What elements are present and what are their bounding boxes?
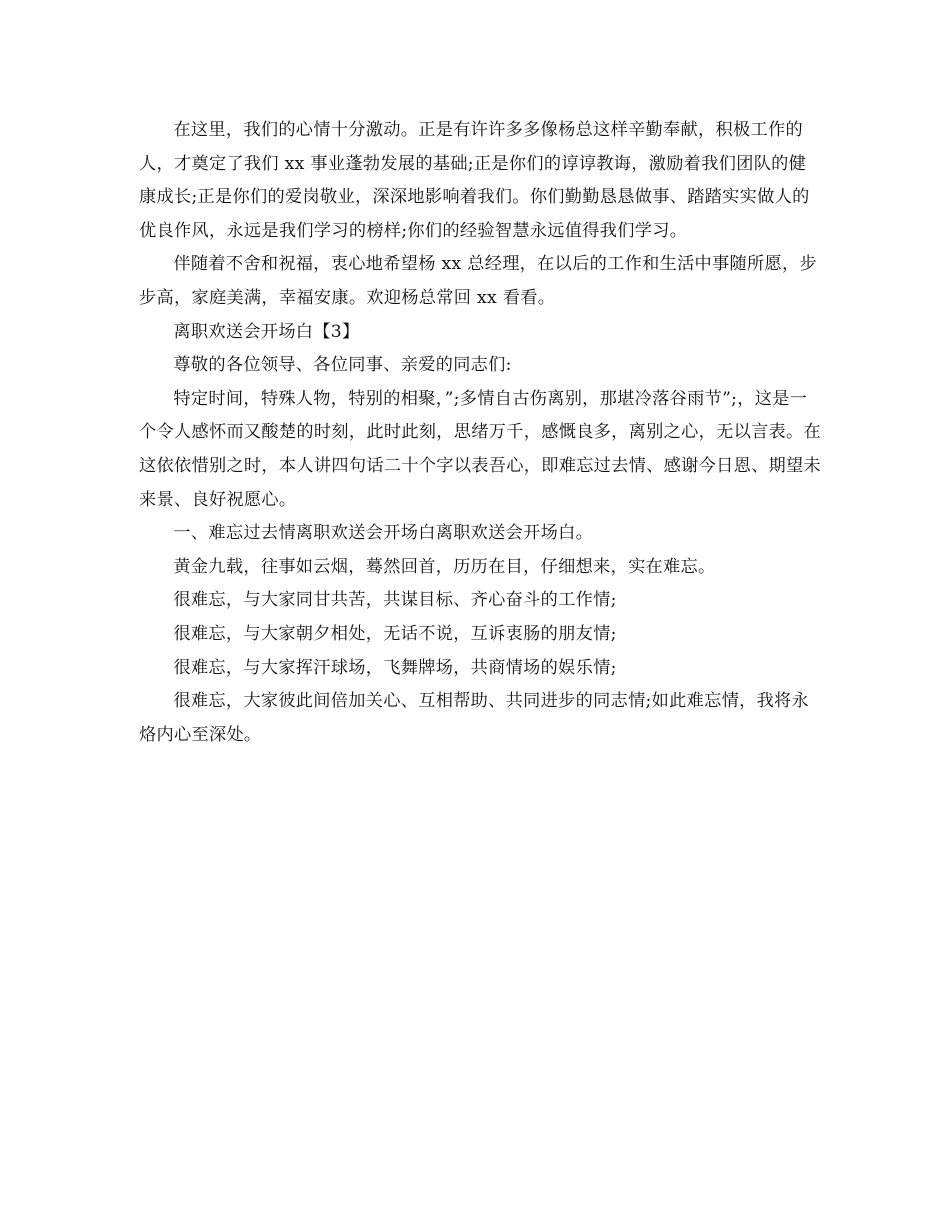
document-body	[139, 114, 821, 752]
section-heading: 离职欢送会开场白【3】	[173, 321, 360, 342]
paragraph-4: 黄金九载，往事如云烟，蓦然回首，历历在目，仔细想来，实在难忘。	[173, 556, 716, 577]
paragraph-1: 在这里，我们的心情十分激动。正是有许许多多像杨总这样辛勤奉献，积极工作的人，才奠定了我们 xx 事业蓬勃发展的基础;正是你们的谆谆教诲，激励着我们团队的健康成长;正是你们的爱岗敬业，深深地影响着我们。你们勤勤恳恳做事、踏踏实实做人的优良作风，永远是我们学习的榜样;你们的经验智慧永远值得我们学习。	[139, 120, 810, 241]
salutation: 尊敬的各位领导、各位同事、亲爱的同志们:	[173, 355, 512, 376]
paragraph-2: 伴随着不舍和祝福，衷心地希望杨 xx 总经理，在以后的工作和生活中事随所愿，步步高，家庭美满，幸福安康。欢迎杨总常回 xx 看看。	[139, 254, 817, 308]
paragraph-3: 特定时间，特殊人物，特别的相聚，”;多情自古伤离别，那堪冷落谷雨节”;，这是一个令人感怀而又酸楚的时刻，此时此刻，思绪万千，感慨良多，离别之心，无以言表。在这依依惜别之时，本人讲四句话二十个字以表吾心，即难忘过去情、感谢今日恩、期望未来景、良好祝愿心。	[139, 388, 822, 510]
list-item: 很难忘，与大家挥汗球场，飞舞牌场，共商情场的娱乐情;	[173, 657, 617, 678]
list-item: 很难忘，与大家同甘共苦，共谋目标、齐心奋斗的工作情;	[173, 590, 617, 611]
list-item: 很难忘，与大家朝夕相处，无话不说，互诉衷肠的朋友情;	[173, 623, 617, 644]
list-item: 很难忘，大家彼此间倍加关心、互相帮助、共同进步的同志情;如此难忘情，我将永烙内心至深处。	[139, 691, 810, 745]
subheading-1: 一、难忘过去情离职欢送会开场白离职欢送会开场白。	[173, 523, 594, 544]
